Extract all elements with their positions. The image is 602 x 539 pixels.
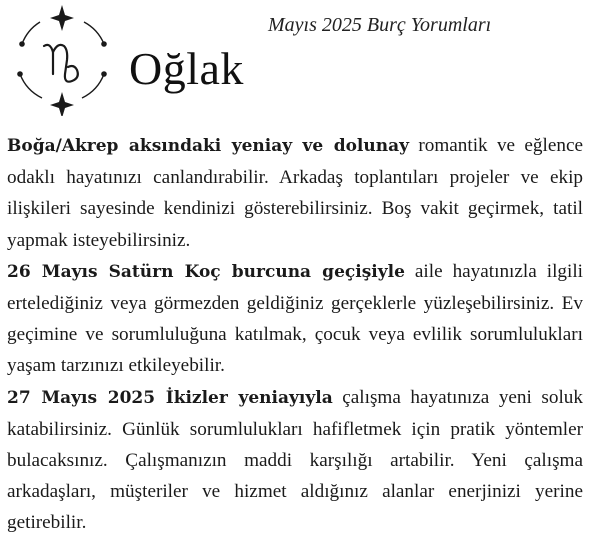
horoscope-text — [7, 130, 583, 539]
paragraph — [7, 130, 583, 256]
page-header-title: Mayıs 2025 Burç Yorumları — [268, 14, 492, 36]
paragraph — [7, 382, 583, 539]
highlight-text: 27 Mayıs 2025 İkizler yeniayıyla — [7, 387, 333, 408]
paragraph — [7, 256, 583, 382]
sparkle-star-icon — [50, 92, 74, 116]
ring-dots — [17, 41, 107, 77]
highlight-text: Boğa/Akrep aksındaki yeniay ve dolunay — [7, 136, 410, 156]
zodiac-emblem — [6, 4, 118, 116]
paragraph-body: romantik ve eğlence odaklı hayatınızı canlandırabilir. Arkadaş toplantıları projeler ve ekip ilişkileri sayesinde kendinizi gösterebilirsiniz. Boş vakit geçirmek, tatil yapmak isteyebilirsiniz. — [7, 135, 584, 251]
highlight-text: 26 Mayıs Satürn Koç burcuna geçişiyle — [7, 261, 405, 282]
paragraph-body: aile hayatınızla ilgili ertelediğiniz veya görmezden geldiğiniz gerçeklerle yüzleşebilirsiniz. Ev geçimine ve sorumluluğuna katılmak, çocuk veya evlilik sorumlulukları yaşam tarzınızı etkileyebilir. — [7, 260, 583, 377]
capricorn-glyph-icon — [44, 45, 78, 82]
emblem-ring — [20, 22, 104, 98]
sparkle-star-icon — [50, 5, 74, 31]
paragraph-body: çalışma hayatınıza yeni soluk katabilirsiniz. Günlük sorumlulukları hafifletmek için pratik yöntemler bulacaksınız. Çalışmanızın maddi karşılığı artabilir. Yeni çalışma arkadaşları, müşteriler ve hizmet aldığınız alanlar enerjinizi yerine getirebilir. — [7, 386, 583, 534]
sign-name: Oğlak — [129, 43, 244, 94]
